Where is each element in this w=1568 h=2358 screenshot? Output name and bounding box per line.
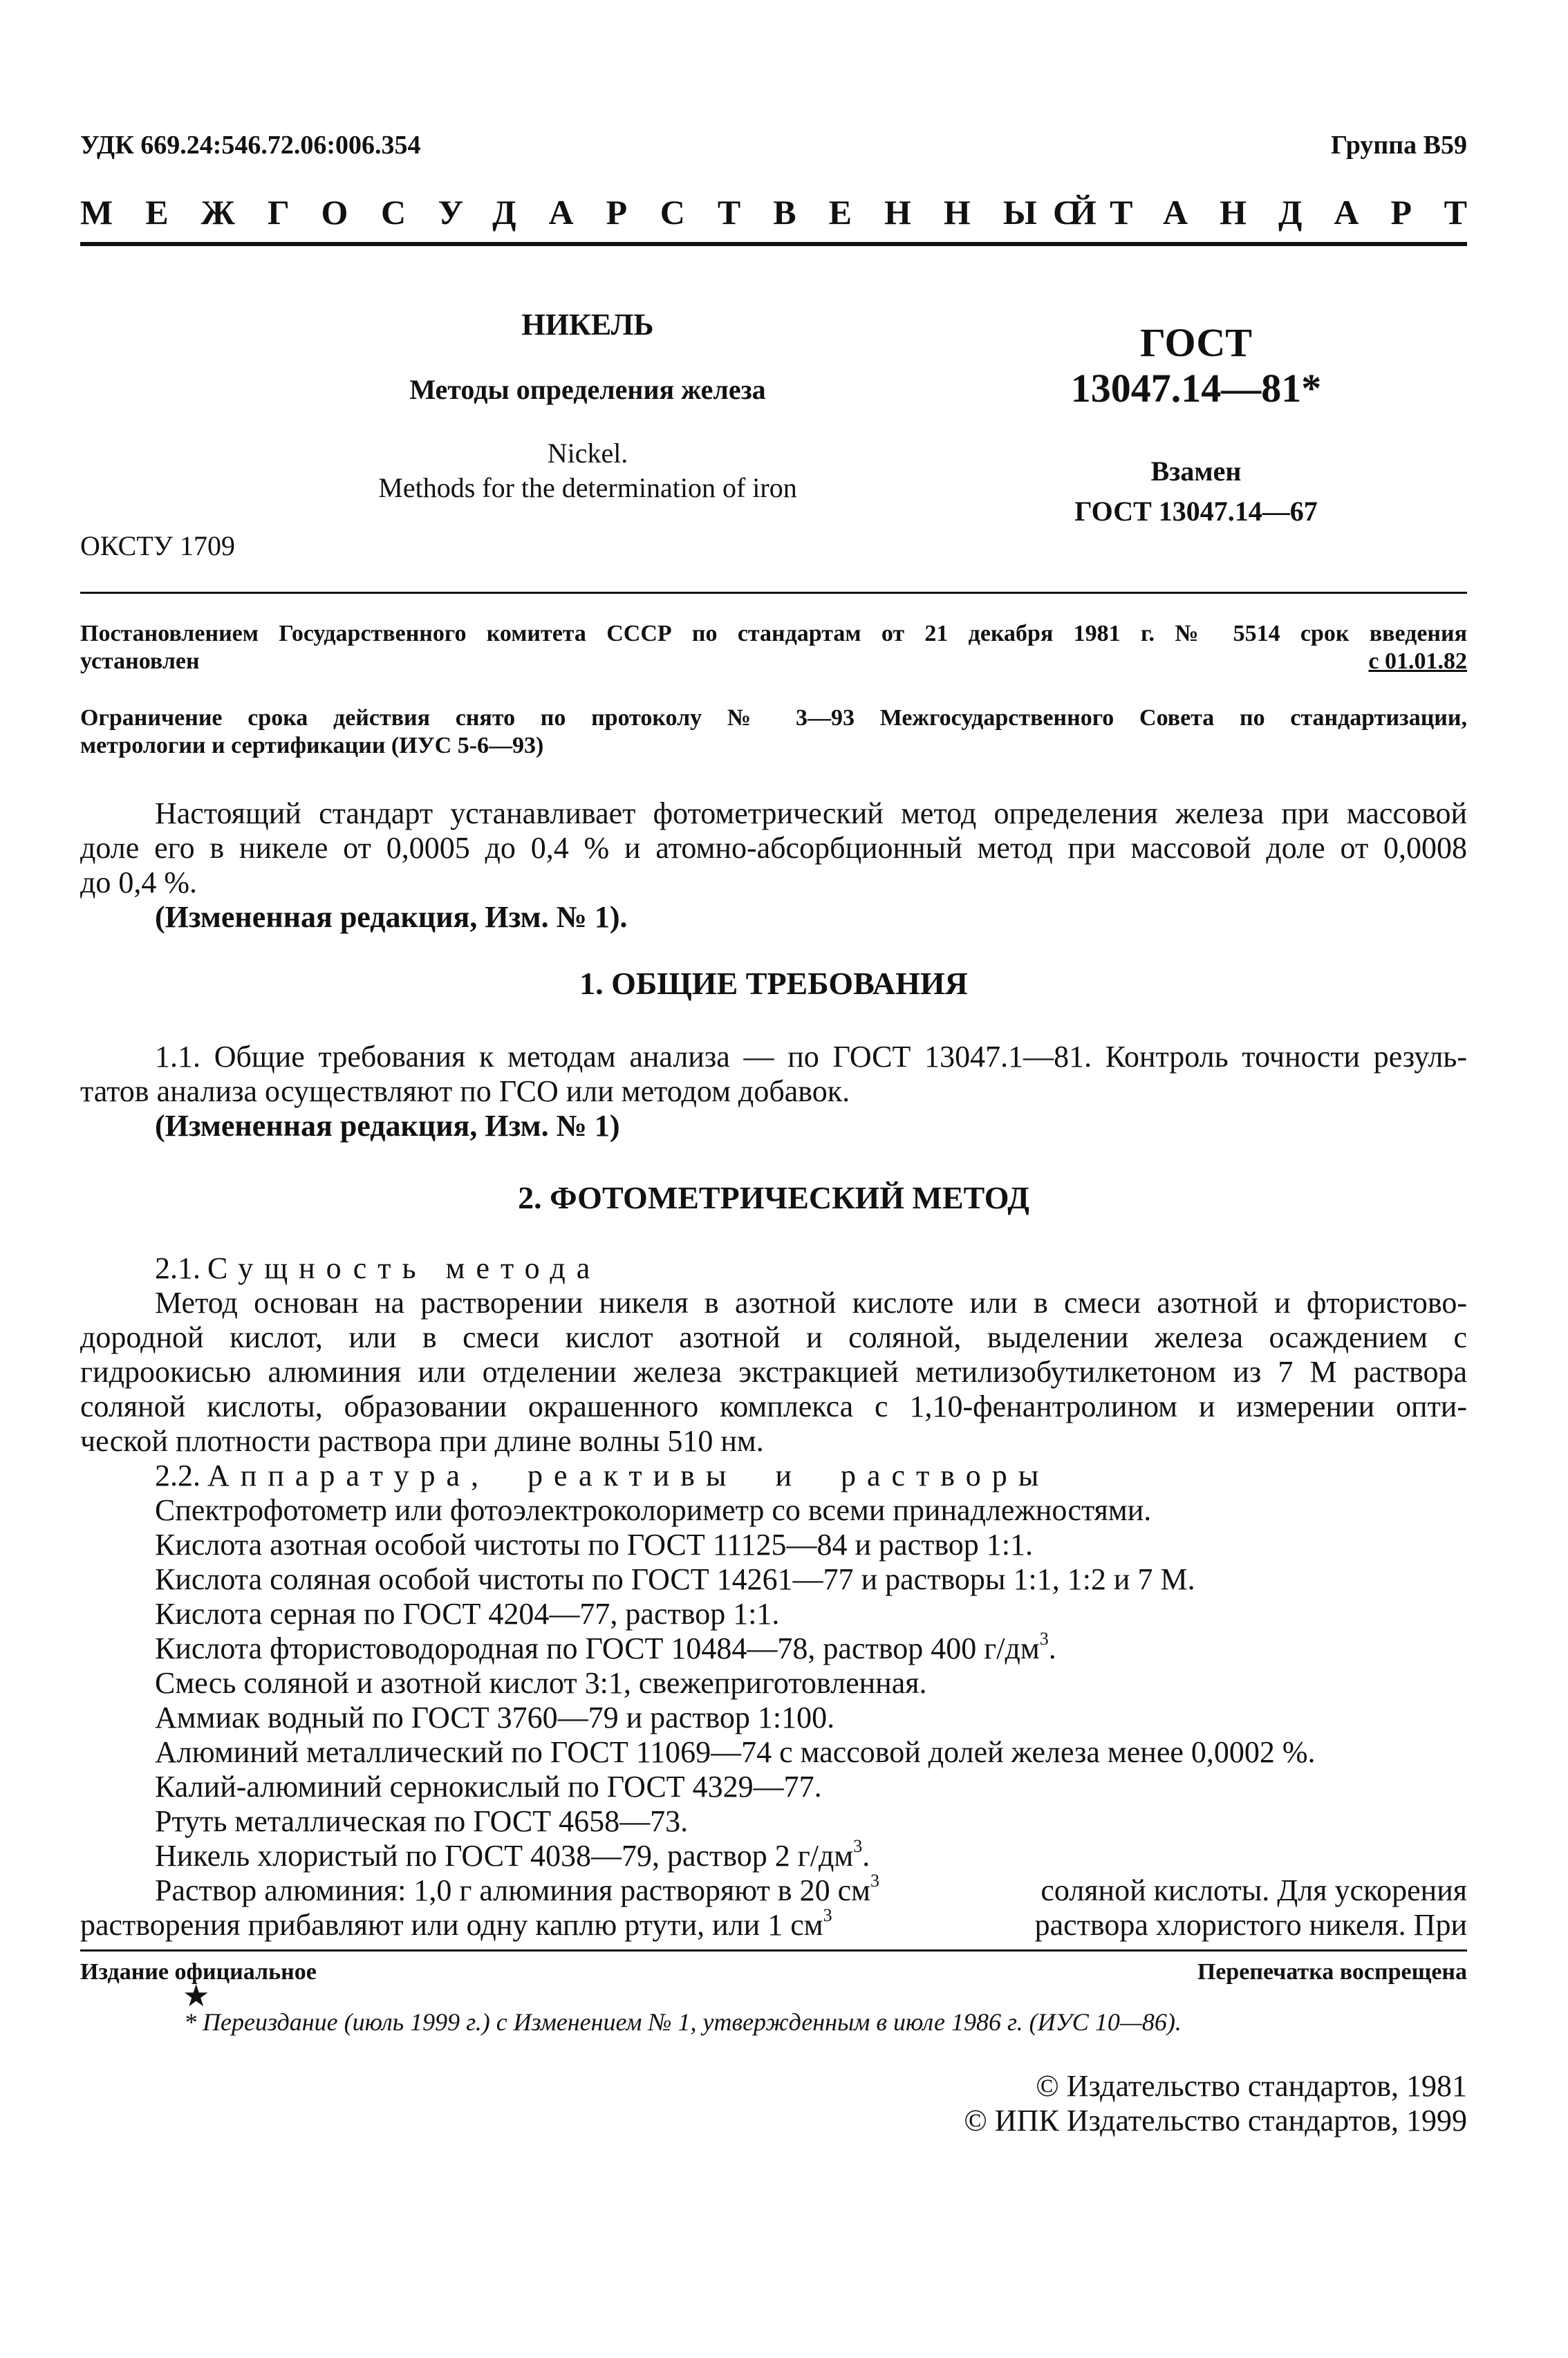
- english-title: Nickel.: [547, 438, 628, 469]
- star-icon: ★: [183, 1979, 210, 2013]
- intro-line-3: до 0,4 %.: [80, 865, 198, 899]
- reprint-prohibited: Перепечатка воспрещена: [1197, 1959, 1467, 1985]
- clause-2-1-number: 2.1.: [155, 1251, 200, 1285]
- group-code: Группа В59: [1330, 131, 1467, 160]
- banner-interstate: МЕЖГОСУДАРСТВЕННЫЙ: [80, 193, 1129, 232]
- reagent-item: Ртуть металлическая по ГОСТ 4658—73.: [155, 1804, 689, 1838]
- intro-amendment: (Измененная редакция, Изм. № 1).: [155, 900, 628, 934]
- limitation-line-2: метрологии и сертификации (ИУС 5-6—93): [80, 733, 544, 758]
- reagent-item: Кислота азотная особой чистоты по ГОСТ 11125—84 и раствор 1:1.: [155, 1528, 1034, 1562]
- section-1-heading: 1. ОБЩИЕ ТРЕБОВАНИЯ: [579, 966, 968, 1001]
- reagent-item: Кислота фтористоводородная по ГОСТ 10484—78, раствор 400 $г/дм^3$.: [155, 1629, 1056, 1665]
- gost-number: 13047.14—81*: [1070, 366, 1322, 411]
- english-subtitle: Methods for the determination of iron: [378, 472, 797, 503]
- reagent-item: Алюминий металлический по ГОСТ 11069—74 с массовой долей железа менее 0,0002 %.: [155, 1735, 1316, 1769]
- clause-2-1-line-3: гидроокисью алюминия или отделении железа экстракцией метилизобутилкетоном из 7 М раствора: [80, 1355, 1467, 1389]
- aluminium-solution-line-1: Раствор алюминия: 1,0 г алюминия растворяют в 20 $см^3$ соляной кислоты. Для ускорения: [155, 1871, 1467, 1907]
- official-edition: Издание официальное: [80, 1959, 317, 1985]
- intro-line-2: доле его в никеле от 0,0005 до 0,4 % и атомно-абсорбционный метод при массовой доле от 0,0008: [80, 831, 1467, 865]
- replaces-label: Взамен: [1150, 456, 1242, 487]
- reagent-item: Спектрофотометр или фотоэлектроколориметр со всеми принадлежностями.: [155, 1493, 1152, 1527]
- reagent-item: Кислота серная по ГОСТ 4204—77, раствор 1:1.: [155, 1597, 780, 1631]
- header-rule: [80, 242, 1467, 246]
- clause-2-1-line-5: ческой плотности раствора при длине волны 510 нм.: [80, 1424, 764, 1458]
- section-1-line-2: татов анализа осуществляют по ГСО или методом добавок.: [80, 1074, 850, 1108]
- clause-2-1-line-1: Метод основан на растворении никеля в азотной кислоте или в смеси азотной и фтористово-: [155, 1286, 1467, 1320]
- reagent-item: Кислота соляная особой чистоты по ГОСТ 14261—77 и растворы 1:1, 1:2 и 7 М.: [155, 1562, 1195, 1596]
- section-1-amendment: (Измененная редакция, Изм. № 1): [155, 1109, 620, 1143]
- reissue-note: * Переиздание (июль 1999 г.) с Изменением № 1, утвержденным в июле 1986 г. (ИУС 10—86).: [184, 2008, 1182, 2036]
- gost-label: ГОСТ: [1140, 320, 1252, 365]
- reagent-item: Аммиак водный по ГОСТ 3760—79 и раствор 1:100.: [155, 1701, 835, 1734]
- section-1-line-1: 1.1. Общие требования к методам анализа — по ГОСТ 13047.1—81. Контроль точности резуль-: [155, 1040, 1467, 1074]
- document-title: НИКЕЛЬ: [521, 308, 654, 341]
- udk-code: УДК 669.24:546.72.06:006.354: [80, 131, 421, 160]
- clause-2-2-title: Аппаратура, реактивы и растворы: [207, 1459, 1050, 1493]
- decree-line-2: установлен: [80, 648, 200, 674]
- clause-2-1-line-4: соляной кислоты, образовании окрашенного комплекса с 1,10-фенантролином и измерении опти-: [80, 1389, 1467, 1423]
- intro-line-1: Настоящий стандарт устанавливает фотометрический метод определения железа при массовой: [155, 796, 1467, 830]
- aluminium-solution-line-2: растворения прибавляют или одну каплю ртути, или 1 $см^3$ раствора хлористого никеля. При: [80, 1905, 1467, 1942]
- decree-line-1: Постановлением Государственного комитета СССР по стандартам от 21 декабря 1981 г. № 5514 срок введения: [80, 621, 1467, 646]
- reagent-item: Калий-алюминий сернокислый по ГОСТ 4329—77.: [155, 1770, 822, 1804]
- reagent-item: Смесь соляной и азотной кислот 3:1, свежеприготовленная.: [155, 1666, 927, 1700]
- clause-2-1-title: Сущность метода: [207, 1251, 601, 1285]
- clause-2-2-number: 2.2.: [155, 1459, 200, 1493]
- okstu-code: ОКСТУ 1709: [80, 530, 236, 561]
- decree-date: с 01.01.82: [1368, 648, 1467, 674]
- reagent-item: Никель хлористый по ГОСТ 4038—79, раствор 2 $г/дм^3$.: [155, 1836, 870, 1873]
- clause-2-1-line-2: дородной кислот, или в смеси кислот азотной и соляной, выделении железа осаждением с: [80, 1320, 1467, 1354]
- section-2-heading: 2. ФОТОМЕТРИЧЕСКИЙ МЕТОД: [518, 1180, 1029, 1215]
- replaces-number: ГОСТ 13047.14—67: [1074, 496, 1318, 527]
- footer-rule: [80, 1949, 1467, 1952]
- copyright-1981: © Издательство стандартов, 1981: [1036, 2069, 1467, 2103]
- title-rule: [80, 592, 1467, 594]
- limitation-line-1: Ограничение срока действия снято по протоколу № 3—93 Межгосударственного Совета по стандартизации,: [80, 705, 1467, 731]
- document-subtitle: Методы определения железа: [409, 374, 766, 405]
- copyright-1999: © ИПК Издательство стандартов, 1999: [964, 2104, 1467, 2137]
- banner-standard: СТАНДАРТ: [1053, 193, 1499, 232]
